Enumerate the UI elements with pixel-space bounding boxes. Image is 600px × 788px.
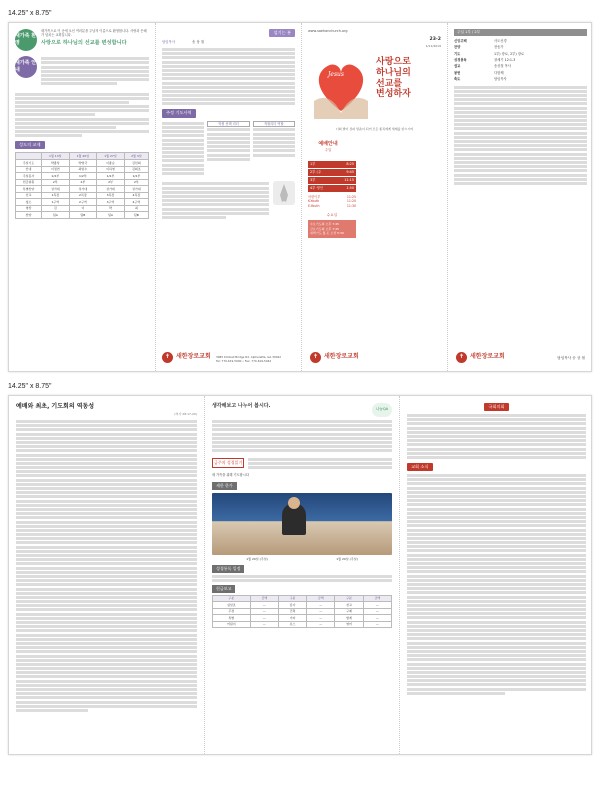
youth-row: K-Youth 11:20 [308, 199, 356, 204]
front-panel-order [447, 23, 593, 371]
welcome-paragraphs [15, 93, 149, 138]
cover-title-line1: 사랑으로 [376, 57, 411, 67]
worship-row: 4부 영인 1:50 [310, 185, 354, 190]
right-logo-text: 새한장로교회 [470, 353, 505, 361]
welcome-text: 새가족으로 이 곳에 오신 여러분을 주님의 이름으로 환영합니다. 사랑과 은혜가 넘치는 교회입니다. [41, 29, 147, 38]
front-panel-staff [155, 23, 301, 371]
website-url[interactable]: www.saehanchurch.org [308, 29, 348, 33]
qt-title: 생각해보고 나누어 봅시다. [212, 403, 271, 409]
order-item: 봉헌 다함께 [454, 70, 504, 75]
staff-label: 담임목사 [162, 40, 176, 45]
pastor-name: 송 상 철 [192, 40, 204, 45]
church-news-header: 교회 소식 [407, 463, 433, 471]
cover-art [310, 51, 372, 119]
prayer-list-right [253, 128, 295, 156]
qt-questions [212, 420, 392, 452]
order-item: 신앙고백 사도신경 [454, 39, 507, 44]
weekday-line: 새벽기도 월-토 오전 5:30 [310, 231, 344, 236]
reading-text [248, 456, 392, 470]
new-member-line: 새 가족을 위해 기도합시다 [212, 473, 249, 478]
size-label-bottom: 14.25" x 8.75" [8, 383, 52, 390]
worship-row: 1부 8:25 [310, 162, 354, 166]
church-logo-text: 새한장로교회 [176, 353, 211, 361]
weekday-box [308, 220, 356, 238]
photo-caption-right: 1월 20일 (주일) [336, 556, 358, 561]
guide-badge: 새가족 안내 [15, 56, 37, 78]
weekday-line: 수요기도회 오후 7:45 [310, 221, 339, 226]
order-item: 기도 1부) 장로, 2부) 장로 [454, 51, 525, 56]
reading-schedule [212, 575, 392, 582]
prayer-subheader-1: 학원 선택 리더 [207, 121, 249, 128]
worship-row: 3부 11:15 [310, 177, 354, 182]
church-news-body [407, 474, 586, 695]
reading-schedule-header: 성경통독 일정 [212, 565, 244, 573]
worship-row: 2부 (주 9:45 [310, 169, 354, 174]
cover-verse: 너희 발이 전파 말씀이 되어 모든 종족에게 세례를 받으시며 [335, 127, 414, 131]
cover-logo [310, 352, 359, 363]
issue-date: 1/11/2019 [425, 43, 441, 48]
signoff: 담임목사 송 상 철 [557, 355, 585, 360]
church-address: 3085 Kimball Bridge Rd. Alpharetta, GA 30022 [216, 354, 282, 359]
order-list [454, 39, 587, 81]
worship-subtitle: 주일 [324, 148, 332, 153]
schedule-table: 1월 13일 1월 20일 1월 27일 2월 3일 주일기도 박종상 박영국 이종순 김선희 안내 이정연 최범수 이하영 김희조 주일봉사 1/2부 1/2부 1/2부 1/2부 헌금위원 2부 2부 2부 2부 특별찬양 성가대 성가대 성가대 성가대 친교 1목장 2목장 3목장 4목장 청소 1구역 2구역 3구역 4구역 영상 김 이 박 최 찬양 팀A 팀B 팀A 팀B [15, 152, 149, 218]
news-photo [212, 493, 392, 555]
jesus-label: Jesus [328, 71, 344, 78]
reading-title: 금주의 성경읽기 [212, 458, 244, 468]
order-details [454, 86, 587, 185]
prayer-list-left [162, 121, 204, 177]
issue-number: 23-2 [429, 37, 441, 42]
offering-header: 헌금보고 [212, 585, 235, 593]
order-title: 주일 1부 / 2부 [454, 29, 587, 36]
front-panel-welcome [9, 23, 155, 371]
right-header: 국회의회 [484, 403, 508, 411]
weekday-title: 수요일 [326, 212, 338, 217]
prayer-hands-icon [273, 181, 295, 205]
guide-checklist [41, 56, 149, 87]
offering-table: 구분 금액 구분 금액 구분 금액 십일조 — 감사 — 선교 — 주정 — 건축 — 구제 — 특별 — 기타 — 합계 — 어린이 — 유스 — 영어 — [212, 595, 392, 629]
staff-directory [162, 48, 295, 105]
worship-title: 예배안내 [318, 141, 338, 147]
news-header: 새한 한가 [212, 482, 237, 490]
cover-logo-text: 새한장로교회 [324, 353, 359, 361]
back-panel-article [9, 396, 204, 754]
order-item: 찬양 찬송가 [454, 45, 504, 50]
prayer-list-mid [207, 128, 249, 160]
notice-header: 성도의 교제 [15, 141, 45, 149]
youth-row: E-Youth 11:30 [308, 204, 356, 209]
size-label-top: 14.25" x 8.75" [8, 10, 52, 17]
cover-logo-icon: ✝ [310, 352, 321, 363]
staff-section-header: 섬기는 분 [269, 29, 295, 37]
right-top-list [407, 414, 586, 459]
bulletin-front [8, 22, 592, 372]
prayer-notes [162, 181, 269, 220]
cover-title-line3: 선교를 [376, 78, 403, 89]
back-panel-news [399, 396, 593, 754]
church-logo-icon: ✝ [162, 352, 173, 363]
cover-title-line4: 변성하자 [376, 89, 411, 100]
welcome-badge: 새가족 환영 [15, 29, 37, 51]
article-title: 예배와 최초, 기도회의 역동성 [16, 403, 95, 410]
back-panel-middle [204, 396, 399, 754]
order-item: 축도 담임목사 [454, 76, 507, 81]
worship-times [308, 161, 356, 238]
front-panel-cover [301, 23, 447, 371]
article-body [16, 420, 197, 712]
photo-caption-left: 1월 20일 (주일) [246, 556, 268, 561]
church-phone: Tel: 770-619-5000 • Fax: 770-619-5042 [216, 358, 272, 363]
prayer-subheader-2: 직원리더 역할 [253, 121, 295, 128]
youth-row: 어린이부 11:25 [308, 194, 356, 199]
right-logo-icon: ✝ [456, 352, 467, 363]
bulletin-back [8, 395, 592, 755]
church-logo [162, 352, 211, 363]
prayer-ministry-header: 주정 기도사역 [162, 109, 196, 117]
cover-title-line2: 하나님의 [376, 67, 411, 78]
right-logo [456, 352, 505, 363]
order-item: 설교 송상철 목사 [454, 64, 511, 69]
welcome-title: 사랑으로 하나님의 선교를 변성합니다 [41, 39, 127, 46]
qt-badge: 나눔QA [372, 403, 392, 417]
order-item: 성경봉독 창세기 12:1-3 [454, 58, 516, 62]
weekday-line: 금요기도회 오후 7:45 [310, 226, 339, 231]
article-subtitle: (역사 28:17-20) [174, 411, 197, 416]
